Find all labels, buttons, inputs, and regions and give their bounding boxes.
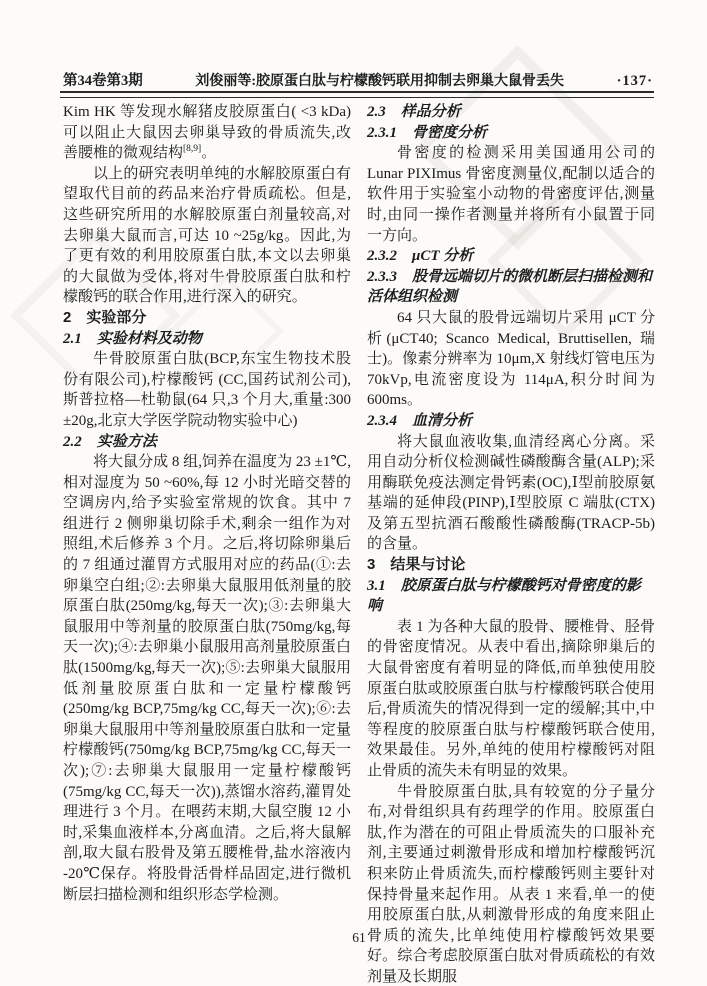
paragraph-text: Kim HK 等发现水解猪皮胶原蛋白( <3 kDa)可以阻止大鼠因去卵巢导致的骨质流失,改善腰椎的微观结构	[63, 104, 351, 162]
section-heading-2: 2 实验部分	[63, 308, 147, 326]
paragraph-materials: 牛骨胶原蛋白肽(BCP,东宝生物技术股份有限公司),柠檬酸钙 (CC,国药试剂公司),斯普拉格—杜勒鼠(64 只,3 个月大,重量:300 ±20g,北京大学医学院动物实验中心)	[63, 351, 351, 429]
citation-superscript: [8,9]	[183, 144, 202, 155]
subsection-heading-2-3-1: 2.3.1 骨密度分析	[367, 124, 488, 141]
left-column	[63, 102, 351, 986]
paragraph-bone-density: 骨密度的检测采用美国通用公司的 Lunar PIXImus 骨密度测量仪,配制以适合的软件用于实验室小动物的骨密度评估,测量时,由同一操作者测量并将所有小鼠置于同一方向。	[367, 145, 655, 244]
paragraph-results: 表 1 为各种大鼠的股骨、腰椎骨、胫骨的骨密度情况。从表中看出,摘除卵巢后的大鼠骨密度有着明显的降低,而单独使用胶原蛋白肽或胶原蛋白肽与柠檬酸钙联合使用后,骨质流失的情况得到一定的缓解;其中,中等程度的胶原蛋白肽与柠檬酸钙联合使用,效果最佳。另外,单纯的使用柠檬酸钙对阻止骨质的流失未有明显的效果。	[367, 618, 655, 779]
page-footer	[63, 930, 655, 946]
paragraph-intro: 以上的研究表明单纯的水解胶原蛋白有望取代目前的药品来治疗骨质疏松。但是,这些研究所用的水解胶原蛋白剂量较高,对去卵巢大鼠而言,可达 10 ~25g/kg。因此,为了更有效的利用胶原蛋白肽,本文以去卵巢的大鼠做为受体,将对牛骨胶原蛋白肽和柠檬酸钙的联合作用,进行深入的研究。	[63, 165, 351, 306]
subsection-heading-2-1: 2.1 实验材料及动物	[63, 330, 202, 347]
subsection-heading-2-3-2: 2.3.2 μCT 分析	[367, 248, 474, 265]
page-number-footer: 61	[352, 930, 366, 945]
subsection-heading-2-2: 2.2 实验方法	[63, 433, 157, 450]
paragraph-methods: 将大鼠分成 8 组,饲养在温度为 23 ±1℃,相对湿度为 50 ~60%,每 12 小时光暗交替的空调房内,给予实验室常规的饮食。其中 7 组进行 2 侧卵巢切除手术,剩余一组作为对照组,术后修养 3 个月。之后,将切除卵巢后的 7 组通过灌胃方式服用对应的药品(①:去卵巢空白组;②:去卵巢大鼠服用低剂量的胶原蛋白肽(250mg/kg,每天一次);③:去卵巢大鼠服用中等剂量的胶原蛋白肽(750mg/kg,每天一次);④:去卵巢小鼠服用高剂量胶原蛋白肽(1500mg/kg,每天一次);⑤:去卵巢大鼠服用低剂量胶原蛋白肽和一定量柠檬酸钙(250mg/kg BCP,75mg/kg CC,每天一次);⑥:去卵巢大鼠服用中等剂量胶原蛋白肽和一定量柠檬酸钙(750mg/kg BCP,75mg/kg CC,每天一次);⑦:去卵巢大鼠服用一定量柠檬酸钙(75mg/kg CC,每天一次)),蒸馏水溶药,灌胃处理进行 3 个月。在喂药末期,大鼠空腹 12 小时,采集血液样本,分离血清。之后,将大鼠解剖,取大鼠右股骨及第五腰椎骨,盐水溶液内 -20℃保存。将股骨活骨样品固定,进行微机断层扫描检测和组织形态学检测。	[63, 454, 351, 903]
paragraph-text: 。	[201, 145, 217, 162]
subsection-heading-2-3-4: 2.3.4 血清分析	[367, 412, 473, 429]
subsection-heading-2-3: 2.3 样品分析	[367, 104, 461, 120]
header-double-rule	[60, 91, 654, 98]
section-heading-3: 3 结果与讨论	[367, 556, 466, 574]
subsection-heading-2-3-3: 2.3.3 股骨远端切片的微机断层扫描检测和活体组织检测	[367, 268, 653, 306]
right-column	[367, 102, 655, 986]
running-title: 刘俊丽等:胶原蛋白肽与柠檬酸钙联用抑制去卵巢大鼠骨丢失	[195, 74, 564, 89]
page-number-header: ·137·	[616, 73, 653, 89]
paragraph-uct: 64 只大鼠的股骨远端切片采用 μCT 分析(μCT40; Scanco Medical, Bruttisellen, 瑞士)。像素分辨率为 10μm,X 射线灯管电压为 70kVp,电流密度设为 114μA,积分时间为 600ms。	[367, 309, 655, 409]
paragraph-continuation	[63, 102, 351, 164]
page-header	[63, 69, 653, 90]
journal-issue: 第34卷第3期	[63, 73, 143, 89]
paragraph-discussion: 牛骨胶原蛋白肽,具有较宽的分子量分布,对骨组织具有药理学的作用。胶原蛋白肽,作为潜在的可阻止骨质流失的口服补充剂,主要通过刺激骨形成和增加柠檬酸钙沉积来防止骨质流失,而柠檬酸钙则主要针对保持骨量来起作用。从表 1 来看,单一的使用胶原蛋白肽,从刺激骨形成的角度来阻止骨质的流失,比单纯使用柠檬酸钙效果要好。综合考虑胶原蛋白肽对骨质疏松的有效剂量及长期服	[367, 783, 655, 985]
paragraph-serum: 将大鼠血液收集,血清经离心分离。采用自动分析仪检测碱性磷酸酶含量(ALP);采用酶联免疫法测定骨钙素(OC),Ⅰ型前胶原氨基端的延伸段(PINP),Ⅰ型胶原 C 端肽(CTX)及第五型抗酒石酸酸性磷酸酶(TRACP-5b)的含量。	[367, 433, 655, 553]
subsection-heading-3-1: 3.1 胶原蛋白肽与柠檬酸钙对骨密度的影响	[367, 577, 641, 615]
two-column-body	[63, 102, 655, 986]
